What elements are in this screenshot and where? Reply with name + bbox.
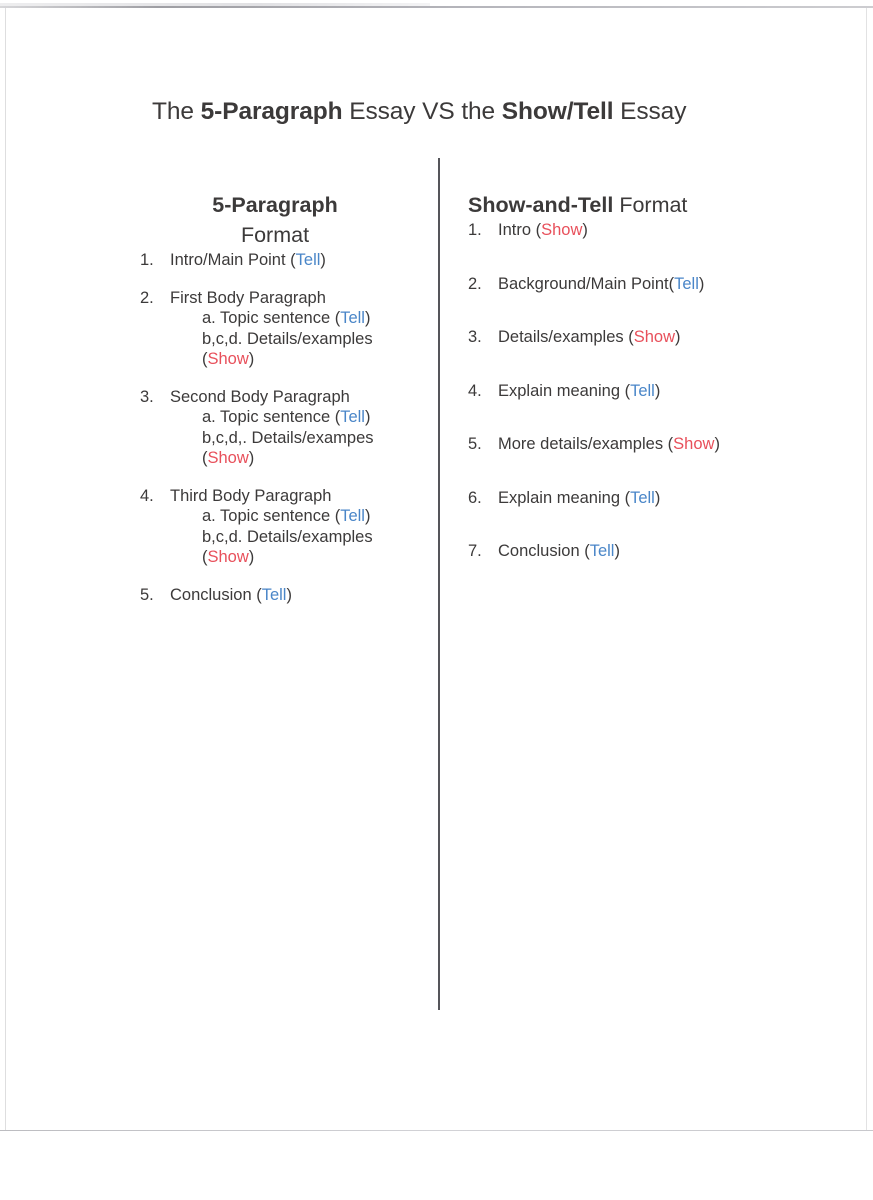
show-tag: Show [207, 350, 249, 368]
list-item [468, 488, 798, 509]
list-subitem: a. Topic sentence (Tell) [202, 408, 371, 426]
list-item-number: 5. [140, 585, 154, 604]
paren-open: ( [334, 408, 341, 426]
paren-open: ( [628, 328, 634, 346]
paren-open: ( [334, 507, 341, 525]
tell-tag: Tell [589, 542, 615, 560]
page-title-run-3: Show/Tell [501, 98, 614, 125]
list-item-number: 6. [468, 488, 482, 507]
list-subitem: a. Topic sentence (Tell) [202, 309, 371, 327]
paren-close: ) [320, 251, 326, 269]
paren-close: ) [248, 350, 255, 368]
list-item [468, 381, 798, 402]
left-column [140, 190, 430, 622]
paren-open: ( [256, 585, 262, 604]
list-item-text: Conclusion (Tell) [170, 585, 292, 604]
show-tag: Show [207, 548, 249, 566]
tell-tag: Tell [295, 251, 321, 269]
list-item [468, 274, 798, 295]
list-item-text: Intro (Show) [498, 221, 588, 239]
list-subitem-label: a. [202, 408, 221, 426]
list-item-text: First Body Paragraph [170, 288, 326, 307]
scan-edge-right [866, 8, 867, 1130]
paren-open: ( [202, 548, 208, 566]
list-item-number: 2. [140, 288, 154, 307]
paren-close: ) [675, 328, 681, 346]
paren-close: ) [582, 221, 588, 239]
list-item [140, 486, 430, 568]
paren-open: ( [584, 542, 590, 560]
scan-edge-left [5, 8, 6, 1130]
paren-open: ( [668, 274, 675, 293]
paren-close: ) [286, 585, 292, 604]
list-subitem-label: a. [202, 507, 221, 525]
list-item-text: Third Body Paragraph [170, 486, 332, 505]
list-item-text: More details/examples (Show) [498, 435, 720, 453]
list-item-number: 7. [468, 542, 482, 560]
tell-tag: Tell [340, 507, 365, 525]
column-divider [438, 158, 440, 1010]
list-item [468, 434, 798, 455]
paren-open: ( [667, 435, 674, 453]
right-column [468, 190, 798, 595]
page-title [152, 98, 686, 126]
paren-open: ( [202, 350, 208, 368]
paren-close: ) [654, 488, 661, 507]
list-item [140, 387, 430, 469]
paren-open: ( [334, 309, 341, 327]
list-item-text: Details/examples (Show) [498, 328, 681, 346]
list-item [468, 541, 798, 562]
list-item-number: 5. [468, 435, 482, 453]
paren-close: ) [714, 435, 720, 453]
list-subitem: a. Topic sentence (Tell) [202, 507, 371, 525]
paren-close: ) [364, 309, 371, 327]
tell-tag: Tell [340, 408, 365, 426]
list-item-text: Explain meaning (Tell) [498, 488, 661, 507]
page-title-run-4: Essay [613, 98, 687, 125]
page-title-run-1: 5-Paragraph [200, 98, 343, 125]
paren-open: ( [202, 449, 208, 467]
left-heading-regular: Format [240, 223, 310, 247]
list-item-number: 1. [468, 221, 482, 239]
list-subitem: b,c,d,. Details/exampes [202, 428, 374, 447]
tell-tag: Tell [674, 274, 699, 293]
list-item-number: 4. [468, 381, 482, 400]
list-item-text: Background/Main Point(Tell) [498, 274, 705, 293]
list-subitem-label: b,c,d. [202, 527, 247, 546]
right-column-heading [468, 190, 798, 220]
paren-close: ) [364, 408, 371, 426]
left-column-heading [140, 190, 430, 250]
list-item [468, 327, 798, 348]
paren-close: ) [614, 542, 620, 560]
list-item-number: 2. [468, 274, 482, 293]
tell-tag: Tell [630, 488, 655, 507]
show-tag: Show [633, 328, 676, 346]
list-item-text: Intro/Main Point (Tell) [170, 251, 326, 269]
paren-close: ) [248, 548, 255, 566]
list-item [140, 250, 430, 271]
paren-close: ) [248, 449, 255, 467]
list-item [140, 288, 430, 370]
scan-edge-bottom [0, 1130, 873, 1131]
paren-open: ( [535, 221, 542, 239]
list-item-text: Explain meaning (Tell) [498, 381, 661, 400]
page-title-run-0: The [152, 98, 201, 125]
list-item [468, 220, 798, 241]
tell-tag: Tell [261, 585, 287, 604]
right-heading-regular: Format [619, 193, 688, 217]
list-item-number: 3. [140, 387, 154, 406]
list-item-text: Conclusion (Tell) [498, 542, 620, 560]
list-item-text: Second Body Paragraph [170, 387, 350, 406]
list-subitem-wrapped-tag [140, 448, 430, 469]
page-title-run-2: Essay VS the [342, 98, 502, 125]
list-item-number: 1. [140, 251, 154, 269]
list-subitem-wrapped-tag [140, 349, 430, 370]
show-tag: Show [207, 449, 249, 467]
show-tag: Show [673, 435, 715, 453]
paren-open: ( [290, 251, 296, 269]
list-item-number: 4. [140, 486, 154, 505]
paren-close: ) [654, 381, 661, 400]
list-subitem-label: b,c,d. [202, 329, 247, 348]
scan-edge-top [0, 6, 873, 8]
list-subitem-wrapped-tag [140, 547, 430, 568]
paren-close: ) [698, 274, 705, 293]
paren-open: ( [624, 488, 631, 507]
tell-tag: Tell [340, 309, 365, 327]
left-column-list [140, 250, 430, 605]
list-subitem: b,c,d. Details/examples [202, 329, 373, 348]
tell-tag: Tell [630, 381, 655, 400]
list-item [140, 585, 430, 606]
list-subitem-label: b,c,d,. [202, 428, 252, 447]
list-subitem: b,c,d. Details/examples [202, 527, 373, 546]
left-heading-bold: 5-Paragraph [212, 193, 338, 217]
right-heading-bold: Show-and-Tell [468, 193, 614, 217]
right-column-list [468, 220, 798, 562]
paren-open: ( [624, 381, 631, 400]
show-tag: Show [541, 221, 583, 239]
paren-close: ) [364, 507, 371, 525]
list-item-number: 3. [468, 328, 482, 346]
list-subitem-label: a. [202, 309, 221, 327]
